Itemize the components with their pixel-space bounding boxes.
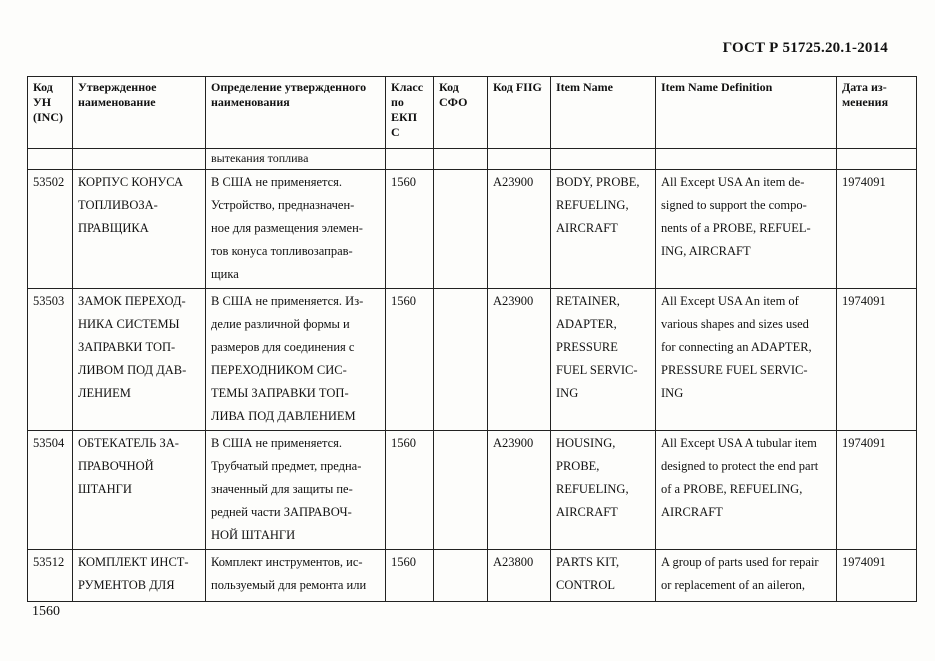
cell-definition bbox=[206, 550, 386, 602]
cell-approved-name bbox=[73, 289, 206, 431]
cell-line: НОЙ ШТАНГИ bbox=[211, 528, 296, 542]
cell-line: AIRCRAFT bbox=[661, 505, 723, 519]
cell-class: 1560 bbox=[386, 431, 434, 550]
cell-line: REFUELING, bbox=[556, 482, 629, 496]
cell-approved-name bbox=[73, 550, 206, 602]
cell-sfo bbox=[434, 289, 488, 431]
cell-sfo bbox=[434, 170, 488, 289]
cell-line: пользуемый для ремонта или bbox=[211, 578, 367, 592]
cell-line: ТОПЛИВОЗА- bbox=[78, 198, 158, 212]
cell-item-name bbox=[551, 170, 656, 289]
cell-line: ЗАПРАВКИ ТОП- bbox=[78, 340, 176, 354]
header-approved-name: Утвержденное наименование bbox=[73, 77, 206, 149]
cell-line: НИКА СИСТЕМЫ bbox=[78, 317, 180, 331]
cell-line: ING, AIRCRAFT bbox=[661, 244, 751, 258]
cell-line: nents of a PROBE, REFUEL- bbox=[661, 221, 811, 235]
cell-fiig: A23900 bbox=[488, 431, 551, 550]
cell-line: делие различной формы и bbox=[211, 317, 350, 331]
header-date: Дата из-менения bbox=[837, 77, 917, 149]
cell-line: PROBE, bbox=[556, 459, 600, 473]
cell-code: 53502 bbox=[28, 170, 73, 289]
cell-approved-name bbox=[73, 431, 206, 550]
cell-line: All Except USA An item de- bbox=[661, 175, 805, 189]
document-title: ГОСТ Р 51725.20.1-2014 bbox=[722, 40, 888, 56]
header-sfo: Код СФО bbox=[434, 77, 488, 149]
cell-approved-name bbox=[73, 170, 206, 289]
cell-date: 1974091 bbox=[837, 431, 917, 550]
cell-line: ЗАМОК ПЕРЕХОД- bbox=[78, 294, 186, 308]
cell-line: ТЕМЫ ЗАПРАВКИ ТОП- bbox=[211, 386, 349, 400]
table-row bbox=[28, 431, 917, 550]
cell-line: AIRCRAFT bbox=[556, 221, 618, 235]
cell-item-name-definition bbox=[656, 431, 837, 550]
header-fiig: Код FIIG bbox=[488, 77, 551, 149]
cell-line: PRESSURE FUEL SERVIC- bbox=[661, 363, 808, 377]
cell-class: 1560 bbox=[386, 289, 434, 431]
cell-line: ЛИВОМ ПОД ДАВ- bbox=[78, 363, 187, 377]
cell-class: 1560 bbox=[386, 550, 434, 602]
cell-line: PARTS KIT, bbox=[556, 555, 620, 569]
cell-item-name-definition bbox=[656, 170, 837, 289]
cell-line: signed to support the compo- bbox=[661, 198, 807, 212]
cell-line: various shapes and sizes used bbox=[661, 317, 809, 331]
cell-definition bbox=[206, 289, 386, 431]
cell-code: 53504 bbox=[28, 431, 73, 550]
cell-line: размеров для соединения с bbox=[211, 340, 355, 354]
cell-line: КОРПУС КОНУСА bbox=[78, 175, 184, 189]
cell-line: В США не применяется. bbox=[211, 436, 343, 450]
cell-item-name bbox=[551, 550, 656, 602]
cell-sfo bbox=[434, 431, 488, 550]
cell-line: All Except USA An item of bbox=[661, 294, 799, 308]
cell-class: 1560 bbox=[386, 170, 434, 289]
cell-line: В США не применяется. Из- bbox=[211, 294, 364, 308]
cell-line: ADAPTER, bbox=[556, 317, 617, 331]
cell-line: RETAINER, bbox=[556, 294, 620, 308]
table-row bbox=[28, 550, 917, 602]
page-number: 1560 bbox=[32, 604, 60, 619]
cell-line: ПРАВЩИКА bbox=[78, 221, 149, 235]
header-code: Код УН (INC) bbox=[28, 77, 73, 149]
cell-line: значенный для защиты пе- bbox=[211, 482, 353, 496]
header-definition: Определение утвержденного наименования bbox=[206, 77, 386, 149]
catalog-table bbox=[27, 76, 917, 602]
cell-line: редней части ЗАПРАВОЧ- bbox=[211, 505, 352, 519]
cell-line: ОБТЕКАТЕЛЬ ЗА- bbox=[78, 436, 179, 450]
cell-line: A group of parts used for repair bbox=[661, 555, 819, 569]
cell-line: All Except USA A tubular item bbox=[661, 436, 817, 450]
cell-item-name bbox=[551, 289, 656, 431]
cell-fiig: A23800 bbox=[488, 550, 551, 602]
cell-line: щика bbox=[211, 267, 239, 281]
table-row bbox=[28, 289, 917, 431]
cell-fiig: A23900 bbox=[488, 289, 551, 431]
cell-line: ное для размещения элемен- bbox=[211, 221, 363, 235]
cell-item-name-definition bbox=[656, 550, 837, 602]
cell-line: CONTROL bbox=[556, 578, 616, 592]
cell-code: 53503 bbox=[28, 289, 73, 431]
cell-line: for connecting an ADAPTER, bbox=[661, 340, 812, 354]
cell-date: 1974091 bbox=[837, 550, 917, 602]
cell-sfo bbox=[434, 550, 488, 602]
cell-line: PRESSURE bbox=[556, 340, 618, 354]
cell-line: ПРАВОЧНОЙ bbox=[78, 459, 154, 473]
cell-line: ШТАНГИ bbox=[78, 482, 132, 496]
continuation-row bbox=[28, 149, 917, 170]
cell-line: BODY, PROBE, bbox=[556, 175, 640, 189]
cell-item-name-definition bbox=[656, 289, 837, 431]
cell-line: РУМЕНТОВ ДЛЯ bbox=[78, 578, 175, 592]
cell-item-name bbox=[551, 431, 656, 550]
cell-line: designed to protect the end part bbox=[661, 459, 819, 473]
cell-definition bbox=[206, 431, 386, 550]
cell-line: REFUELING, bbox=[556, 198, 629, 212]
continuation-definition: вытекания топлива bbox=[206, 149, 386, 170]
cell-line: Комплект инструментов, ис- bbox=[211, 555, 363, 569]
cell-line: of a PROBE, REFUELING, bbox=[661, 482, 803, 496]
cell-line: КОМПЛЕКТ ИНСТ- bbox=[78, 555, 189, 569]
cell-line: ЛЕНИЕМ bbox=[78, 386, 131, 400]
cell-line: FUEL SERVIC- bbox=[556, 363, 638, 377]
cell-line: AIRCRAFT bbox=[556, 505, 618, 519]
cell-line: Трубчатый предмет, предна- bbox=[211, 459, 362, 473]
header-item-name: Item Name bbox=[551, 77, 656, 149]
cell-date: 1974091 bbox=[837, 170, 917, 289]
cell-line: Устройство, предназначен- bbox=[211, 198, 355, 212]
cell-line: ING bbox=[556, 386, 579, 400]
cell-line: ПЕРЕХОДНИКОМ СИС- bbox=[211, 363, 347, 377]
cell-date: 1974091 bbox=[837, 289, 917, 431]
cell-fiig: A23900 bbox=[488, 170, 551, 289]
header-class: Класс по ЕКП С bbox=[386, 77, 434, 149]
cell-line: В США не применяется. bbox=[211, 175, 343, 189]
table-header-row bbox=[28, 77, 917, 149]
cell-line: тов конуса топливозаправ- bbox=[211, 244, 353, 258]
cell-definition bbox=[206, 170, 386, 289]
header-item-name-definition: Item Name Definition bbox=[656, 77, 837, 149]
cell-line: or replacement of an aileron, bbox=[661, 578, 806, 592]
cell-line: ING bbox=[661, 386, 684, 400]
cell-line: ЛИВА ПОД ДАВЛЕНИЕМ bbox=[211, 409, 356, 423]
table-row bbox=[28, 170, 917, 289]
cell-line: HOUSING, bbox=[556, 436, 616, 450]
cell-code: 53512 bbox=[28, 550, 73, 602]
